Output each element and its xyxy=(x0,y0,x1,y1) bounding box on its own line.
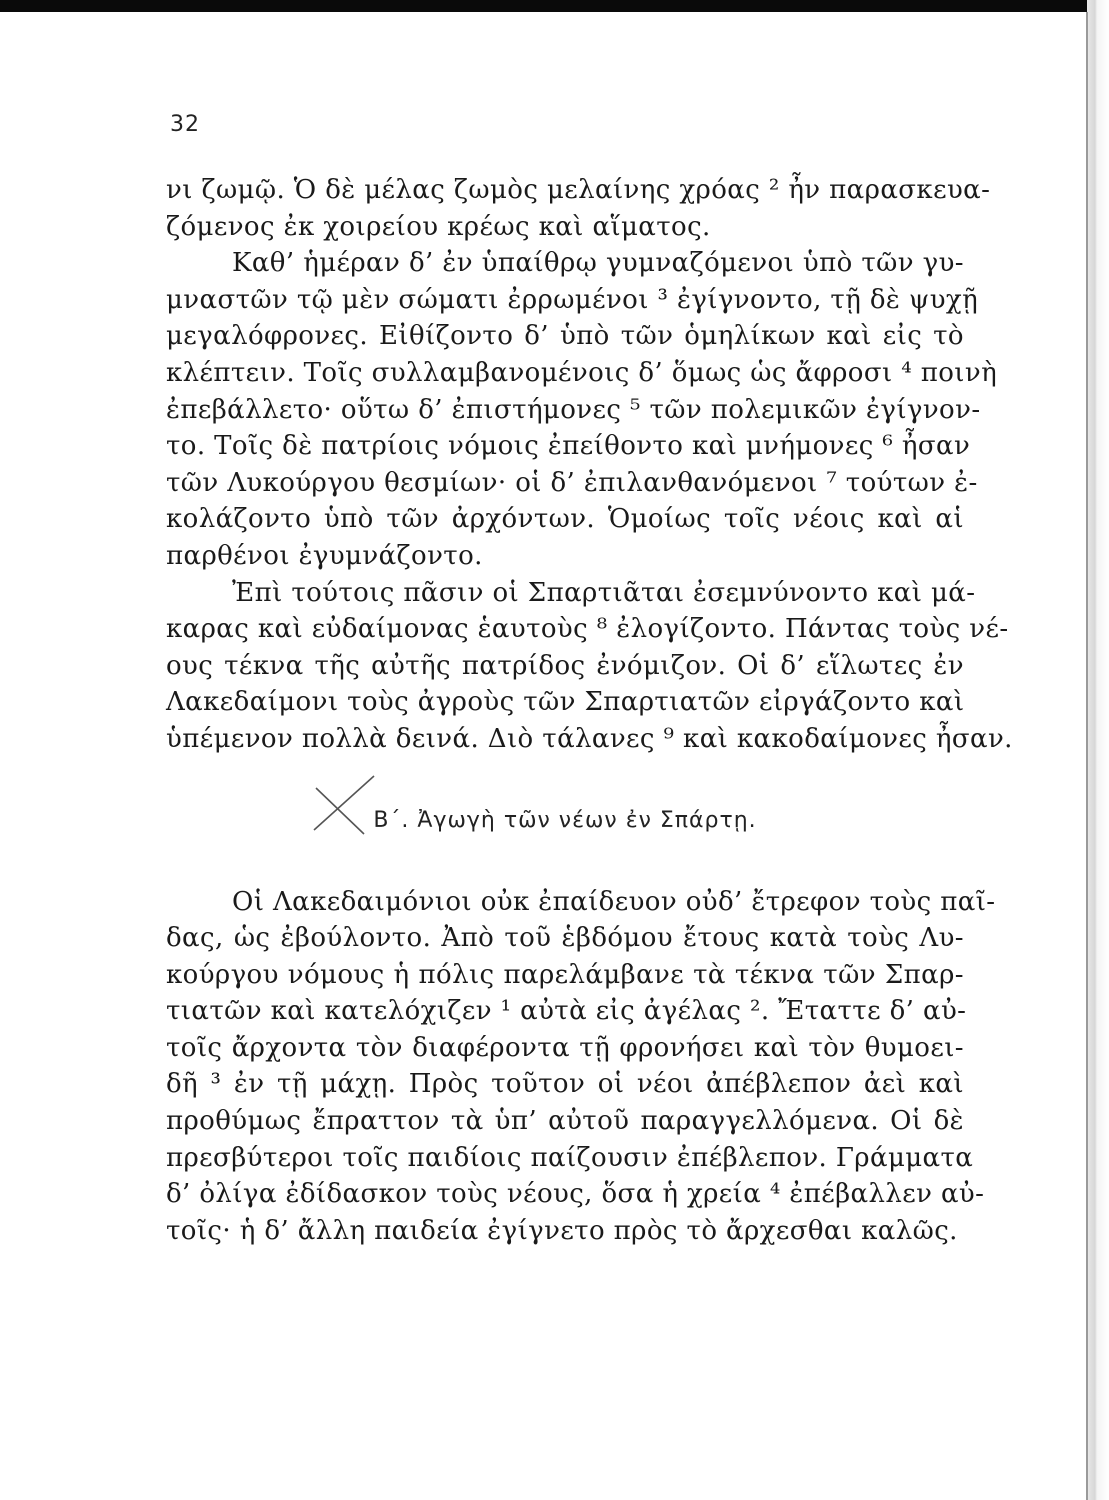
paragraph xyxy=(166,575,1013,758)
text-line: μεγαλόφρονες. Εἰθίζοντο δ’ ὑπὸ τῶν ὁμηλίκων καὶ εἰς τὸ xyxy=(166,321,964,352)
text-line: τοῖς· ἡ δ’ ἄλλη παιδεία ἐγίγνετο πρὸς τὸ ἄρχεσθαι καλῶς. xyxy=(166,1215,958,1246)
text-line: δ’ ὀλίγα ἐδίδασκον τοὺς νέους, ὅσα ἡ χρεία ⁴ ἐπέβαλλεν αὐ- xyxy=(166,1179,985,1210)
body-text xyxy=(166,172,1013,1249)
text-line: Καθ’ ἡμέραν δ’ ἐν ὑπαίθρῳ γυμναζόμενοι ὑπὸ τῶν γυ- xyxy=(232,248,964,279)
text-line: προθύμως ἔπραττον τὰ ὑπ’ αὐτοῦ παραγγελλόμενα. Οἱ δὲ xyxy=(166,1106,964,1137)
scan-top-border xyxy=(0,0,1109,12)
page-number: 32 xyxy=(170,112,200,137)
text-line: καρας καὶ εὐδαίμονας ἑαυτοὺς ⁸ ἐλογίζοντο. Πάντας τοὺς νέ- xyxy=(166,614,1009,645)
text-line: ζόμενος ἐκ χοιρείου κρέως καὶ αἵματος. xyxy=(166,211,711,242)
paragraph xyxy=(166,245,998,574)
text-line: μναστῶν τῷ μὲν σώματι ἐρρωμένοι ³ ἐγίγνοντο, τῇ δὲ ψυχῇ xyxy=(166,284,979,315)
text-line: κλέπτειν. Τοῖς συλλαμβανομένοις δ’ ὅμως ὡς ἄφροσι ⁴ ποινὴ xyxy=(166,357,998,388)
text-line: τοῖς ἄρχοντα τὸν διαφέροντα τῇ φρονήσει καὶ τὸν θυμοει- xyxy=(166,1032,964,1063)
text-line: ὑπέμενον πολλὰ δεινά. Διὸ τάλανες ⁹ καὶ κακοδαίμονες ἦσαν. xyxy=(166,723,1013,754)
text-line: Λακεδαίμονι τοὺς ἀγροὺς τῶν Σπαρτιατῶν εἰργάζοντο καὶ xyxy=(166,687,965,718)
text-line: νι ζωμῷ. Ὁ δὲ μέλας ζωμὸς μελαίνης χρόας ² ἦν παρασκευα- xyxy=(166,175,991,205)
text-line: πρεσβύτεροι τοῖς παιδίοις παίζουσιν ἐπέβλεπον. Γράμματα xyxy=(166,1142,974,1173)
section-heading: Β΄. Ἀγωγὴ τῶν νέων ἐν Σπάρτῃ. xyxy=(373,807,757,833)
text-line: Ἐπὶ τούτοις πᾶσιν οἱ Σπαρτιᾶται ἐσεμνύνοντο καὶ μά- xyxy=(232,577,976,608)
text-line: κούργου νόμους ἡ πόλις παρελάμβανε τὰ τέκνα τῶν Σπαρ- xyxy=(166,959,964,990)
book-page xyxy=(166,112,1013,1452)
text-line: τιατῶν καὶ κατελόχιζεν ¹ αὐτὰ εἰς ἀγέλας ². Ἔταττε δ’ αὐ- xyxy=(166,996,967,1027)
text-line: κολάζοντο ὑπὸ τῶν ἀρχόντων. Ὁμοίως τοῖς νέοις καὶ αἱ xyxy=(166,504,964,535)
paragraph xyxy=(166,172,991,245)
text-line: ους τέκνα τῆς αὐτῆς πατρίδος ἐνόμιζον. Οἱ δ’ εἵλωτες ἐν xyxy=(166,650,964,681)
text-line: Οἱ Λακεδαιμόνιοι οὐκ ἐπαίδευον οὐδ’ ἔτρεφον τοὺς παῖ- xyxy=(232,886,996,917)
text-line: δας, ὡς ἐβούλοντο. Ἀπὸ τοῦ ἑβδόμου ἔτους κατὰ τοὺς Λυ- xyxy=(166,923,964,954)
text-line: ἐπεβάλλετο· οὕτω δ’ ἐπιστήμονες ⁵ τῶν πολεμικῶν ἐγίγνον- xyxy=(166,394,981,425)
text-line: τῶν Λυκούργου θεσμίων· οἱ δ’ ἐπιλανθανόμενοι ⁷ τούτων ἐ- xyxy=(166,467,978,498)
scan-gutter-line xyxy=(1086,12,1088,1500)
text-line: το. Τοῖς δὲ πατρίοις νόμοις ἐπείθοντο καὶ μνήμονες ⁶ ἦσαν xyxy=(166,431,971,462)
scan-right-edge xyxy=(1087,0,1109,1500)
text-line: δῆ ³ ἐν τῇ μάχῃ. Πρὸς τοῦτον οἱ νέοι ἀπέβλεπον ἀεὶ καὶ xyxy=(166,1069,964,1100)
text-line: παρθένοι ἐγυμνάζοντο. xyxy=(166,540,483,571)
paragraph xyxy=(166,884,996,1250)
section-heading-block xyxy=(166,758,964,884)
